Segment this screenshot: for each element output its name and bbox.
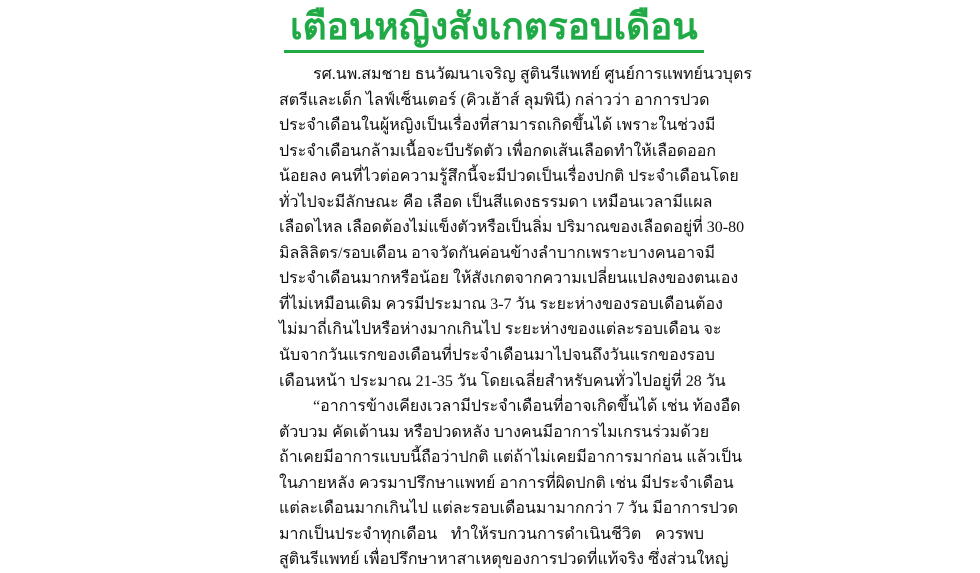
body-line: มากเป็นประจำทุกเดือน ทำให้รบกวนการดำเนินชีวิต ควรพบ	[279, 525, 704, 543]
body-line: ตัวบวม คัดเต้านม หรือปวดหลัง บางคนมีอาการไมเกรนร่วมด้วย	[279, 423, 710, 441]
body-line: เลือดไหล เลือดต้องไม่แข็งตัวหรือเป็นลิ่ม ปริมาณของเลือดอยู่ที่ 30-80	[279, 219, 745, 237]
body-line: ไม่มาถี่เกินไปหรือห่างมากเกินไป ระยะห่างของแต่ละรอบเดือน จะ	[279, 321, 722, 339]
body-line: ทั่วไปจะมีลักษณะ คือ เลือด เป็นสีแดงธรรมดา เหมือนเวลามีแผล	[279, 193, 713, 211]
body-line: ถ้าเคยมีอาการแบบนี้ถือว่าปกติ แต่ถ้าไม่เคยมีอาการมาก่อน แล้วเป็น	[279, 449, 743, 467]
body-line: นับจากวันแรกของเดือนที่ประจำเดือนมาไปจนถึงวันแรกของรอบ	[279, 347, 715, 365]
body-line: ประจำเดือนในผู้หญิงเป็นเรื่องที่สามารถเกิดขึ้นได้ เพราะในช่วงมี	[279, 117, 716, 135]
body-line: ในภายหลัง ควรมาปรึกษาแพทย์ อาการที่ผิดปกติ เช่น มีประจำเดือน	[279, 474, 734, 492]
body-line: ประจำเดือนกล้ามเนื้อจะบีบรัดตัว เพื่อกดเส้นเลือดทำให้เลือดออก	[279, 142, 717, 160]
body-line: น้อยลง คนที่ไวต่อความรู้สึกนี้จะมีปวดเป็นเรื่องปกติ ประจำเดือนโดย	[279, 168, 739, 186]
body-line: มิลลิลิตร/รอบเดือน อาจวัดกันค่อนข้างลำบากเพราะบางคนอาจมี	[279, 244, 716, 262]
body-line: สตรีและเด็ก ไลฟ์เซ็นเตอร์ (คิวเฮ้าส์ ลุมพินี) กล่าวว่า อาการปวด	[279, 91, 710, 109]
body-line: รศ.นพ.สมชาย ธนวัฒนาเจริญ สูตินรีแพทย์ ศูนย์การแพทย์นวบุตร	[313, 66, 752, 83]
body-line: ประจำเดือนมากหรือน้อย ให้สังเกตจากความเปลี่ยนแปลงของตนเอง	[279, 270, 739, 288]
body-line: เดือนหน้า ประมาณ 21-35 วัน โดยเฉลี่ยสำหรับคนทั่วไปอยู่ที่ 28 วัน	[279, 372, 726, 390]
article-body	[279, 62, 752, 573]
news-article	[272, 0, 752, 569]
body-line: “อาการข้างเคียงเวลามีประจำเดือนที่อาจเกิดขึ้นได้ เช่น ท้องอืด	[313, 398, 741, 416]
body-line: สูตินรีแพทย์ เพื่อปรึกษาหาสาเหตุของการปวดที่แท้จริง ซึ่งส่วนใหญ่	[279, 551, 729, 569]
body-line: แต่ละเดือนมากเกินไป แต่ละรอบเดือนมามากกว่า 7 วัน มีอาการปวด	[279, 500, 739, 518]
headline-underline	[284, 50, 704, 53]
body-line: ที่ไม่เหมือนเดิม ควรมีประมาณ 3-7 วัน ระยะห่างของรอบเดือนต้อง	[279, 295, 723, 313]
article-headline: เตือนหญิงสังเกตรอบเดือน	[290, 5, 698, 48]
